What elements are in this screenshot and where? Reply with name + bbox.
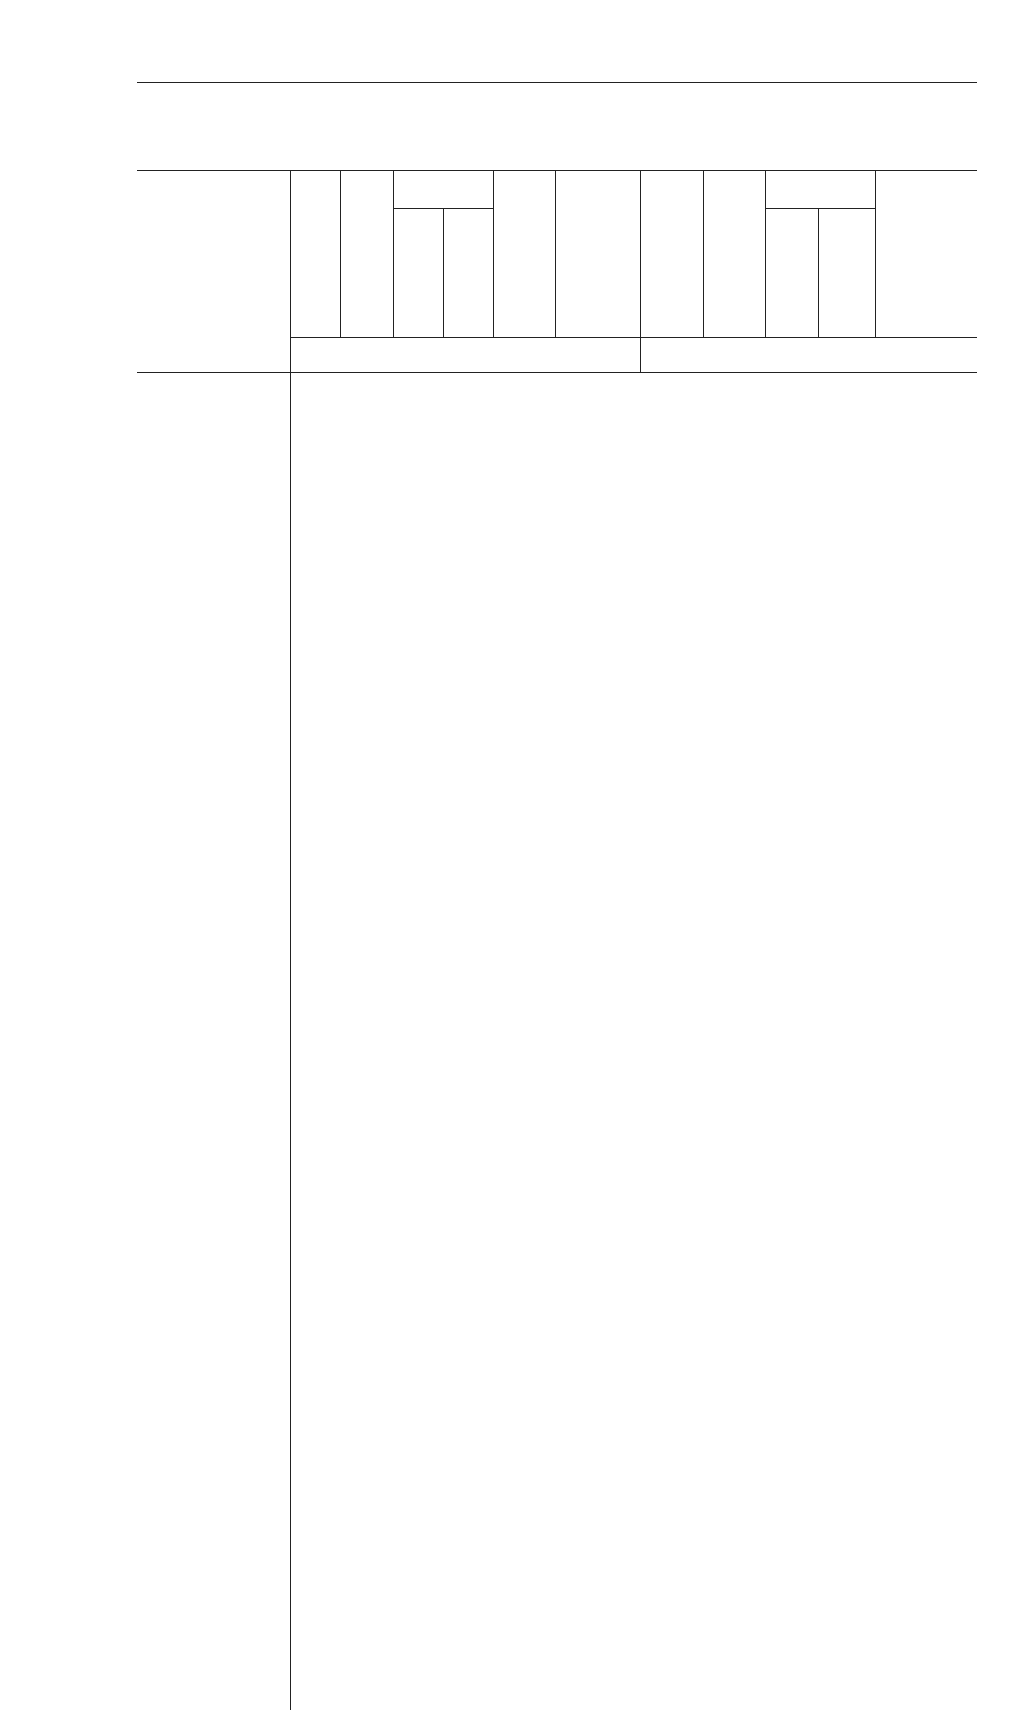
col-divider-8 [765,170,766,337]
deaths-rule-2 [765,208,875,209]
header-rule [137,82,977,83]
col-divider-2 [393,170,394,337]
bulletin-title [392,64,402,81]
col-divider-5 [555,170,556,337]
col-divider-name-lower [290,585,291,1710]
col-divider-4 [493,170,494,337]
col-divider-9 [818,208,819,337]
col-divider-6 [640,170,641,372]
col-divider-1 [340,170,341,337]
units-bottom-rule [137,372,977,373]
col-divider-7 [703,170,704,337]
table-top-rule [137,170,977,171]
units-absolute [296,345,308,359]
units-per-1000 [680,345,692,359]
header-bottom-rule [290,337,977,338]
col-divider-3 [443,208,444,337]
col-divider-10 [875,170,876,337]
